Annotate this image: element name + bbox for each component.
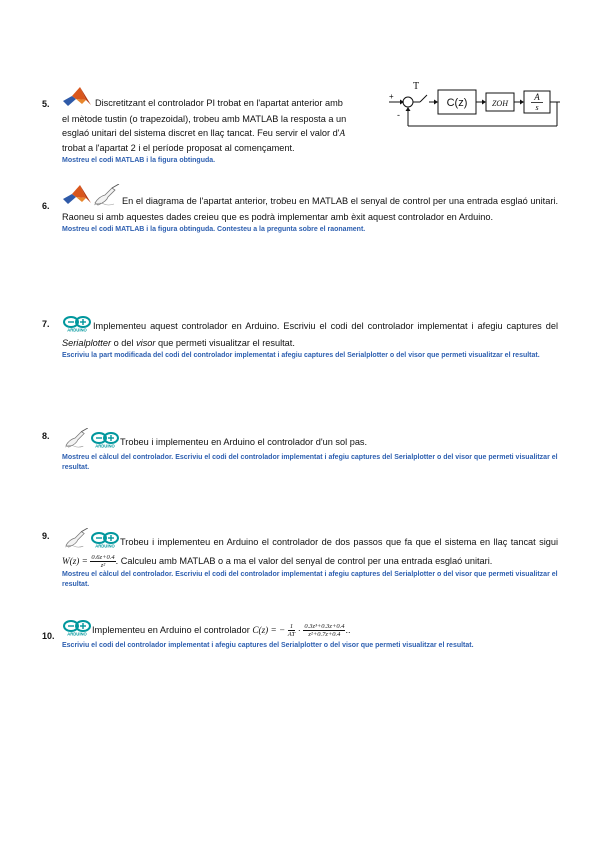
arduino-logo-icon	[62, 620, 92, 640]
question-note: Mostreu el codi MATLAB i la figura obtinguda.	[62, 156, 216, 164]
math-expression: W(z) =	[62, 555, 88, 566]
svg-text:ARDUINO: ARDUINO	[95, 443, 115, 448]
question-number: 10.	[42, 631, 55, 641]
question-number: 5.	[42, 99, 50, 109]
minus-sign: -	[397, 110, 400, 120]
question-note: Mostreu el càlcul del controlador. Escriviu el codi del controlador implementat i afegiu captures del Serialplotter o del visor que permeti visualitzar el resultat.	[62, 454, 558, 472]
fraction: $\frac{1}{AT}$	[287, 623, 296, 639]
svg-text:C(z): C(z)	[446, 97, 468, 109]
matlab-logo-icon	[62, 86, 92, 112]
hand-writing-icon	[92, 184, 120, 210]
hand-writing-icon	[62, 528, 90, 554]
question-text: ARDUINO Implementeu aquest controlador en Arduino. Escriviu el codi del controlador implementat i afegiu captures del Serialplotter o del visor que permeti visualitzar el resultat.	[62, 316, 558, 350]
svg-text:ZOH: ZOH	[491, 99, 509, 108]
arduino-logo-icon	[62, 316, 92, 336]
svg-text:A: A	[534, 92, 540, 102]
math-variable: A	[339, 128, 346, 139]
svg-text:ARDUINO: ARDUINO	[67, 631, 87, 636]
arduino-logo-icon	[90, 432, 120, 452]
question-text: En el diagrama de l'apartat anterior, trobeu en MATLAB el senyal de control per una entrada esglaó unitari. Raoneu si amb aquestes dades creieu que es podrà implementar amb èxit aquest controlador en Arduino.	[62, 184, 558, 224]
math-expression: C(z) = −	[252, 625, 286, 635]
question-number: 9.	[42, 531, 50, 541]
sampler-switch	[420, 95, 427, 102]
question-note: Escriviu el codi del controlador implementat i afegiu captures del Serialplotter o del visor que permeti visualitzar el resultat.	[62, 642, 474, 650]
svg-text:ARDUINO: ARDUINO	[67, 327, 87, 332]
question-text: ARDUINO Trobeu i implementeu en Arduino el controlador d'un sol pas.	[62, 428, 558, 452]
question-text: ARDUINO Trobeu i implementeu en Arduino el controlador de dos passos que fa que el sistema en llaç tancat sigui W(z) = $\frac{0.6z+0.4}{\text{z²}}$ . Calculeu amb MATLAB o a ma el valor del senyal de control per una entrada esglaó unitari.	[62, 528, 558, 569]
question-text: Discretitzant el controlador PI trobat en l'apartat anterior amb el mètode tustin (o trapezoidal), trobeu amb MATLAB la resposta a un esglaó unitari del sistema discret en llaç tancat. Feu servir el valor d'A trobat a l'apartat 2 i el període proposat al començament.	[62, 86, 392, 155]
arduino-logo-icon	[90, 532, 120, 554]
hand-writing-icon	[62, 428, 90, 452]
question-number: 7.	[42, 319, 50, 329]
matlab-logo-icon	[62, 184, 92, 210]
question-number: 8.	[42, 431, 50, 441]
question-note: Escriviu la part modificada del codi del controlador implementat i afegiu captures del Serialplotter o del visor que permeti visualitzar el resultat.	[62, 352, 540, 360]
svg-text:s: s	[535, 103, 539, 112]
summing-junction	[403, 97, 413, 107]
question-number: 6.	[42, 201, 50, 211]
plus-sign: +	[389, 92, 394, 101]
question-text: ARDUINO Implementeu en Arduino el controlador C(z) = − $\frac{1}{AT}$ · $\frac{\text{0.3z³+0.3z+0.4}}{\text{z²+0.7z+0.4}}$ ..	[62, 620, 558, 640]
question-note: Mostreu el codi MATLAB i la figura obtinguda. Contesteu a la pregunta sobre el raonament.	[62, 226, 366, 234]
svg-text:ARDUINO: ARDUINO	[95, 543, 115, 548]
switch-label: T	[413, 81, 420, 92]
fraction: $\frac{\text{0.3z³+0.3z+0.4}}{\text{z²+0.7z+0.4}}$	[304, 623, 345, 639]
fraction: $\frac{0.6z+0.4}{\text{z²}}$	[91, 553, 115, 569]
control-block-diagram	[388, 78, 564, 143]
question-note: Mostreu el càlcul del controlador. Escriviu el codi del controlador implementat i afegiu captures del Serialplotter o del visor que permeti visualitzar el resultat.	[62, 571, 558, 588]
